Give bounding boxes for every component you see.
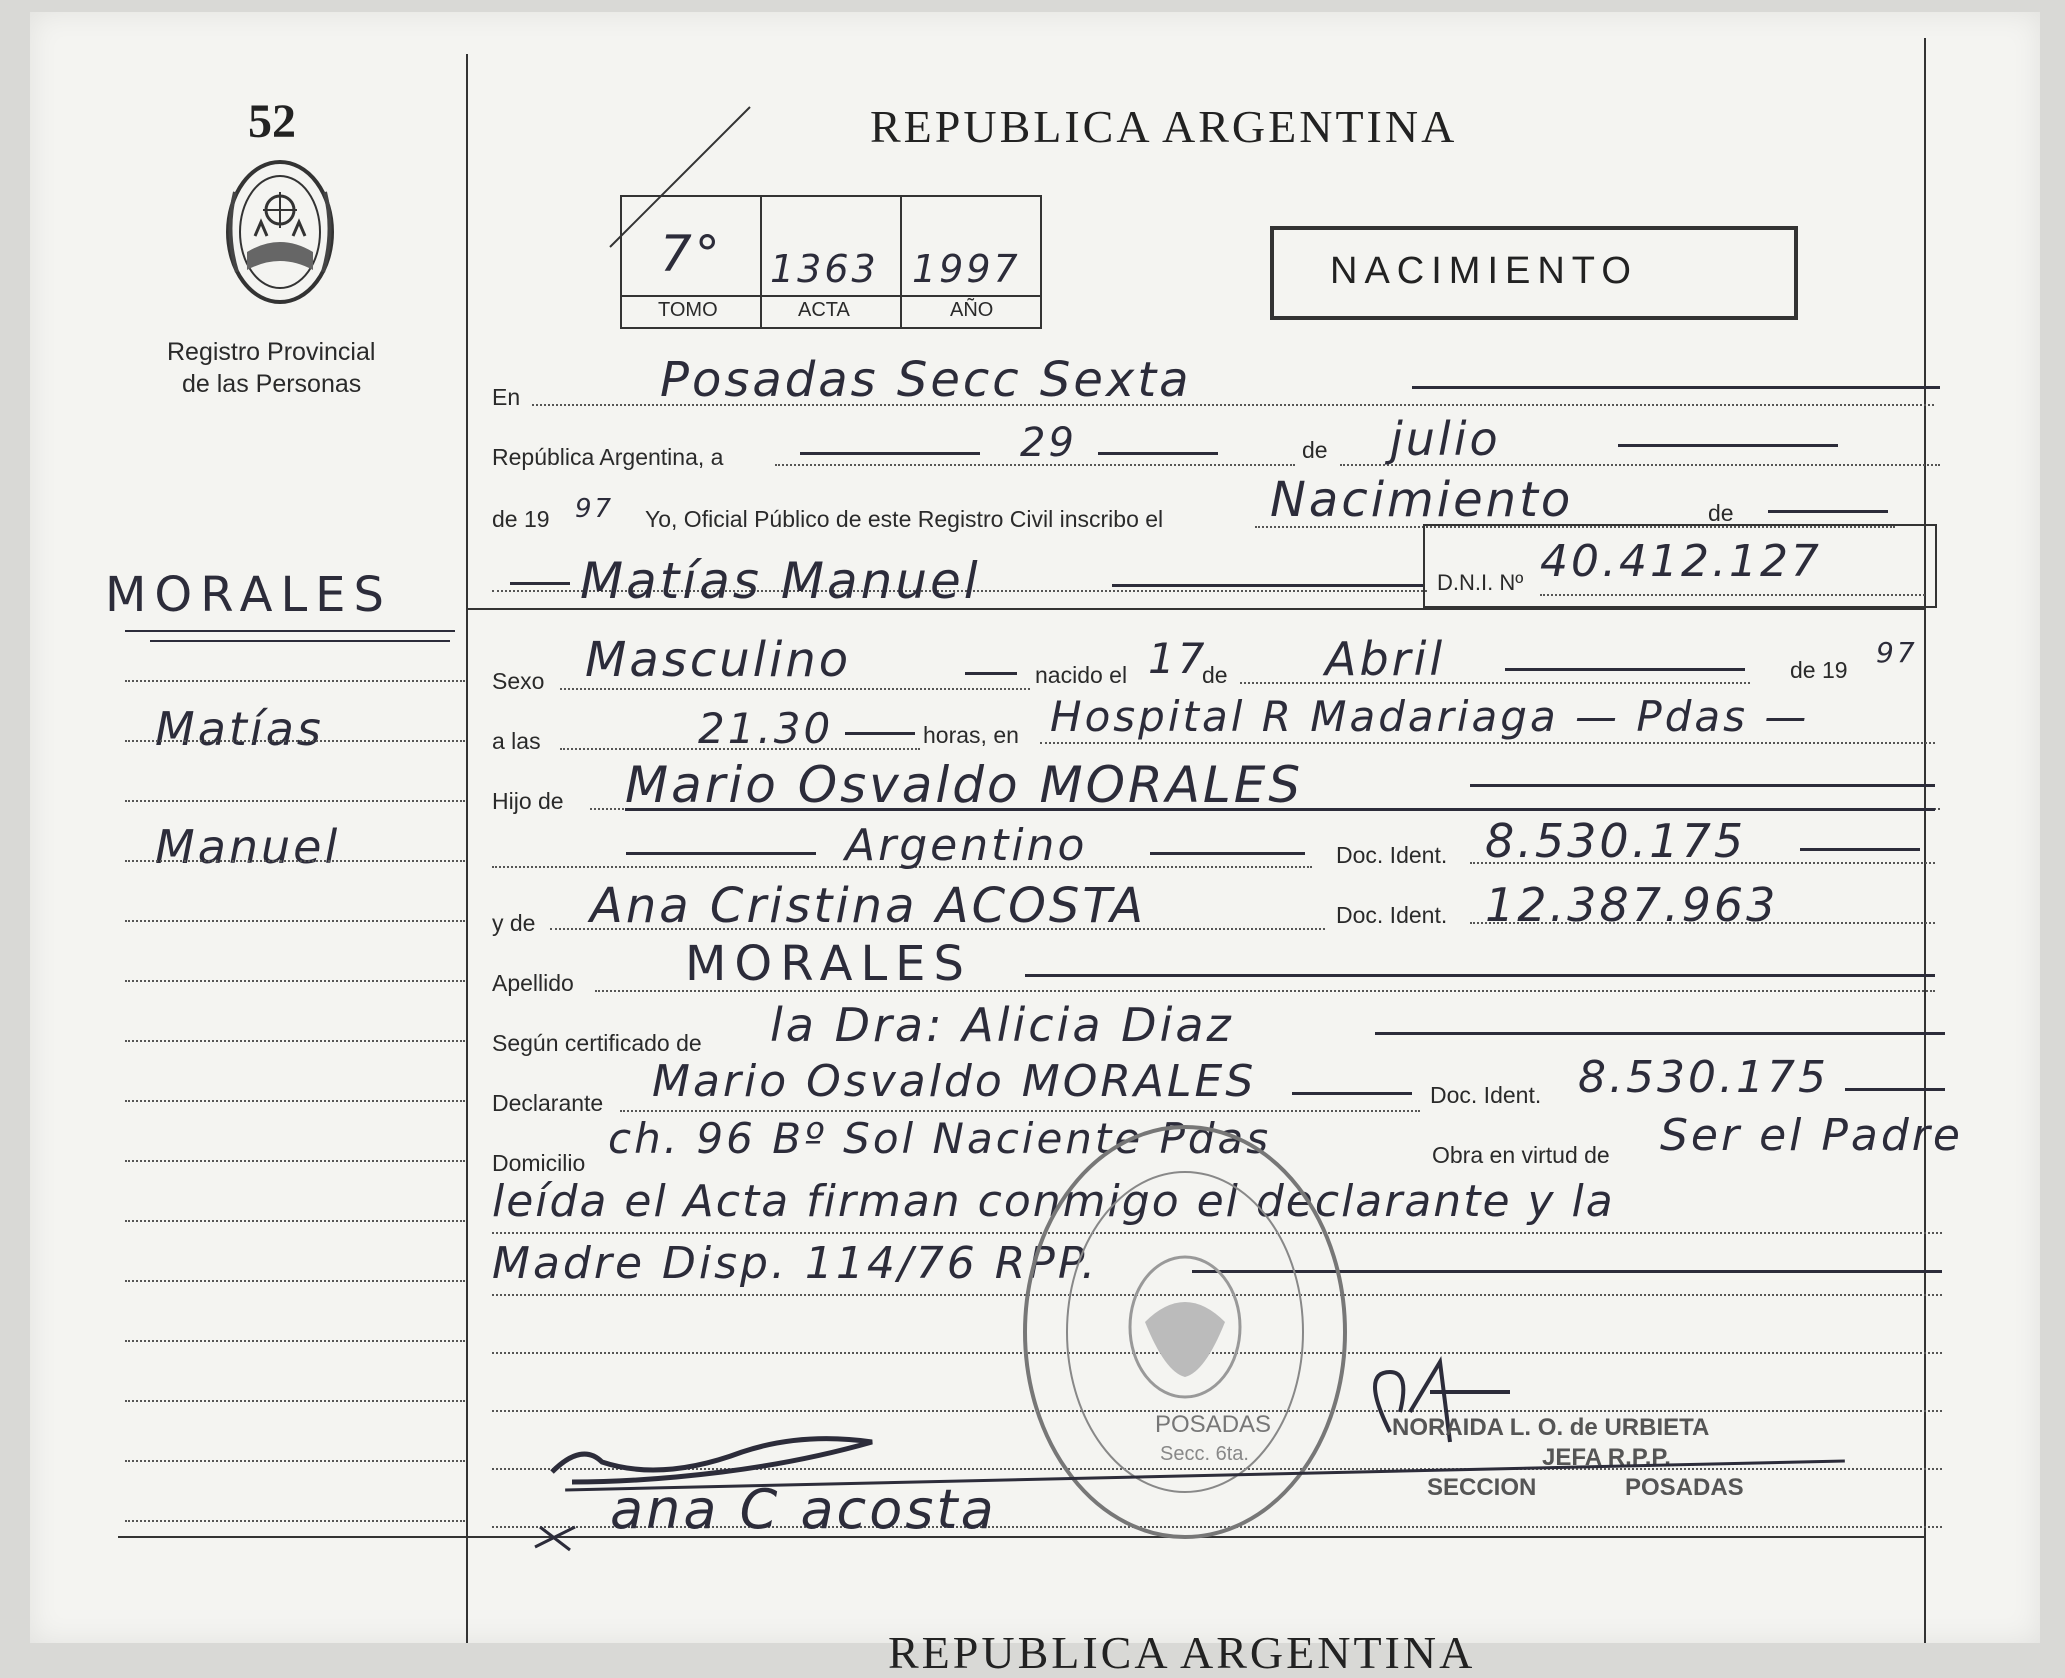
field-address: ch. 96 Bº Sol Naciente Pdas <box>608 1114 1272 1163</box>
field-birth-time: 21.30 <box>698 704 834 753</box>
note-line-2: Madre Disp. 114/76 RPP. <box>492 1238 1099 1289</box>
registry-name-line1: Registro Provincial <box>167 338 376 366</box>
note-line-1: leída el Acta firman conmigo el declarante y la <box>492 1176 1615 1227</box>
official-city: POSADAS <box>1625 1474 1744 1501</box>
label-doc-ident-mother: Doc. Ident. <box>1336 902 1448 928</box>
field-sex: Masculino <box>585 632 852 688</box>
official-title: JEFA R.P.P. <box>1542 1444 1671 1471</box>
label-de: de <box>1302 437 1328 463</box>
field-birth-month: Abril <box>1325 632 1446 686</box>
stamp-section: Secc. 6ta. <box>1160 1443 1249 1465</box>
margin-second-name: Manuel <box>155 820 341 874</box>
field-day: 29 <box>1020 420 1077 466</box>
page-number: 52 <box>248 95 296 148</box>
field-birth-day: 17 <box>1148 634 1208 683</box>
field-month: julio <box>1390 412 1501 466</box>
label-y-de: y de <box>492 910 536 936</box>
label-en: En <box>492 384 521 410</box>
label-doc-ident-declarant: Doc. Ident. <box>1430 1082 1542 1108</box>
tomo-value: 7° <box>660 225 723 283</box>
label-de-19-birth: de 19 <box>1790 657 1848 683</box>
field-mother: Ana Cristina ACOSTA <box>590 878 1147 934</box>
acta-label: ACTA <box>798 299 850 321</box>
anio-label: AÑO <box>950 299 994 321</box>
field-certificate-by: la Dra: Alicia Diaz <box>770 998 1234 1052</box>
dni-box <box>1423 524 1937 608</box>
label-obra-en-virtud: Obra en virtud de <box>1432 1142 1610 1168</box>
label-segun-certificado: Según certificado de <box>492 1030 702 1056</box>
label-de-19: de 19 <box>492 506 550 532</box>
stamp-city: POSADAS <box>1155 1411 1272 1438</box>
field-surname: MORALES <box>685 936 972 992</box>
label-republica: República Argentina, a <box>492 444 724 470</box>
label-a-las: a las <box>492 728 541 754</box>
field-by-virtue: Ser el Padre <box>1660 1110 1963 1161</box>
field-birth-place: Hospital R Madariaga — Pdas — <box>1050 692 1810 741</box>
field-place: Posadas Secc Sexta <box>660 352 1192 408</box>
margin-surname: MORALES <box>105 567 392 623</box>
label-doc-ident-father: Doc. Ident. <box>1336 842 1448 868</box>
field-year-suffix: 97 <box>575 494 615 524</box>
acta-value: 1363 <box>770 247 879 291</box>
registry-name-line2: de las Personas <box>182 370 362 398</box>
mother-signature: ana C acosta <box>610 1478 997 1541</box>
provincial-seal-icon <box>215 152 345 312</box>
field-declarant-doc: 8.530.175 <box>1578 1052 1829 1103</box>
anio-value: 1997 <box>912 247 1021 291</box>
field-mother-doc: 12.387.963 <box>1485 878 1779 932</box>
label-sexo: Sexo <box>492 668 545 694</box>
field-dni: 40.412.127 <box>1540 536 1822 587</box>
field-act-written: Nacimiento <box>1270 472 1574 528</box>
label-yo-oficial: Yo, Oficial Público de este Registro Civil inscribo el <box>645 506 1164 532</box>
tomo-label: TOMO <box>658 299 718 321</box>
label-nacido-el: nacido el <box>1035 662 1128 688</box>
act-type-box <box>1270 226 1798 320</box>
next-page-title: REPUBLICA ARGENTINA <box>888 1627 1476 1678</box>
field-father-nationality: Argentino <box>845 820 1088 871</box>
field-father: Mario Osvaldo MORALES <box>625 756 1304 814</box>
label-hijo-de: Hijo de <box>492 788 564 814</box>
signature-x-mark <box>530 1522 580 1552</box>
official-round-stamp <box>1005 1112 1365 1552</box>
official-name: NORAIDA L. O. de URBIETA <box>1392 1414 1710 1441</box>
field-father-doc: 8.530.175 <box>1485 814 1747 868</box>
label-de-month: de <box>1202 662 1228 688</box>
label-declarante: Declarante <box>492 1090 604 1116</box>
label-domicilio: Domicilio <box>492 1150 586 1176</box>
act-type-title: NACIMIENTO <box>1330 250 1638 292</box>
birth-certificate-page <box>30 12 2040 1678</box>
field-child-name: Matías Manuel <box>580 552 981 610</box>
label-horas-en: horas, en <box>923 722 1019 748</box>
label-dni: D.N.I. Nº <box>1437 570 1524 595</box>
field-declarant: Mario Osvaldo MORALES <box>652 1056 1257 1107</box>
label-de-after: de <box>1708 500 1734 526</box>
record-box <box>620 195 1042 329</box>
official-section: SECCION <box>1427 1474 1537 1501</box>
label-apellido: Apellido <box>492 970 574 996</box>
country-title: REPUBLICA ARGENTINA <box>870 101 1458 152</box>
field-birth-year: 97 <box>1876 636 1918 669</box>
margin-first-name: Matías <box>155 702 324 756</box>
